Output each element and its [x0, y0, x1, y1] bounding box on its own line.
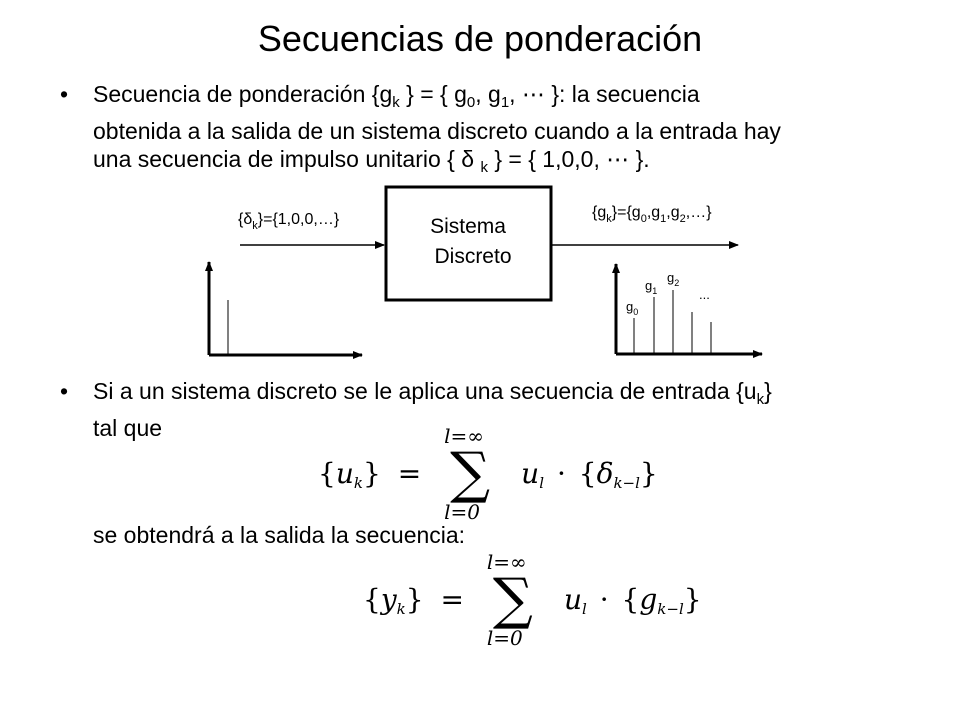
output-label: $\{g_k\}=\{g_0,g_1,g_2,\dots\}$ [592, 204, 712, 225]
output-response-plot [616, 264, 762, 354]
stem-label-g0: $g_0$ [626, 299, 639, 317]
system-box [386, 187, 551, 300]
bullet1-line2: obtenida a la salida de un sistema discreto cuando a la entrada hay [93, 118, 781, 144]
summation-symbol: l=∞ ∑ l=0 [444, 424, 491, 524]
stem-label-g1: $g_1$ [645, 278, 658, 296]
bullet1-line1: Secuencia de ponderación {$g_k$ } = { $g_0$, $g_1$, ⋯ }: la secuencia [93, 81, 700, 111]
bullet-marker: • [60, 378, 69, 404]
output-sequence-intro: se obtendrá a la salida la secuencia: [93, 522, 466, 548]
stem-ellipsis: ... [699, 287, 710, 302]
box-label-line2: Discreto [434, 245, 512, 268]
bullet1-line3: una secuencia de impulso unitario { δ $_k$ } = { 1,0,0, ⋯ }. [93, 146, 650, 176]
bullet-input-sequence [60, 377, 772, 442]
bullet-marker: • [60, 81, 69, 107]
stem-label-g2: $g_2$ [667, 270, 680, 288]
box-label-line1: Sistema [430, 215, 506, 238]
input-label: $\{\delta_k\}=\{1,0,0,\dots\}$ [238, 211, 340, 232]
bullet2-line1: Si a un sistema discreto se le aplica una secuencia de entrada $\{u_k\}$ [93, 378, 772, 408]
bullet2-line2: tal que [93, 415, 163, 441]
equation-output-convolution: $\{y_k\}$ = l=∞ ∑ l=0 $u_l \cdot \{g_{k-l}\}$ [363, 550, 702, 650]
input-impulse-plot [209, 262, 362, 355]
equation-input-decomposition: $\{u_k\}$ = l=∞ ∑ l=0 $u_l \cdot \{\delta_{k-l}\}$ [318, 424, 658, 524]
summation-symbol: l=∞ ∑ l=0 [486, 550, 533, 650]
slide-title: Secuencias de ponderación [257, 18, 703, 59]
